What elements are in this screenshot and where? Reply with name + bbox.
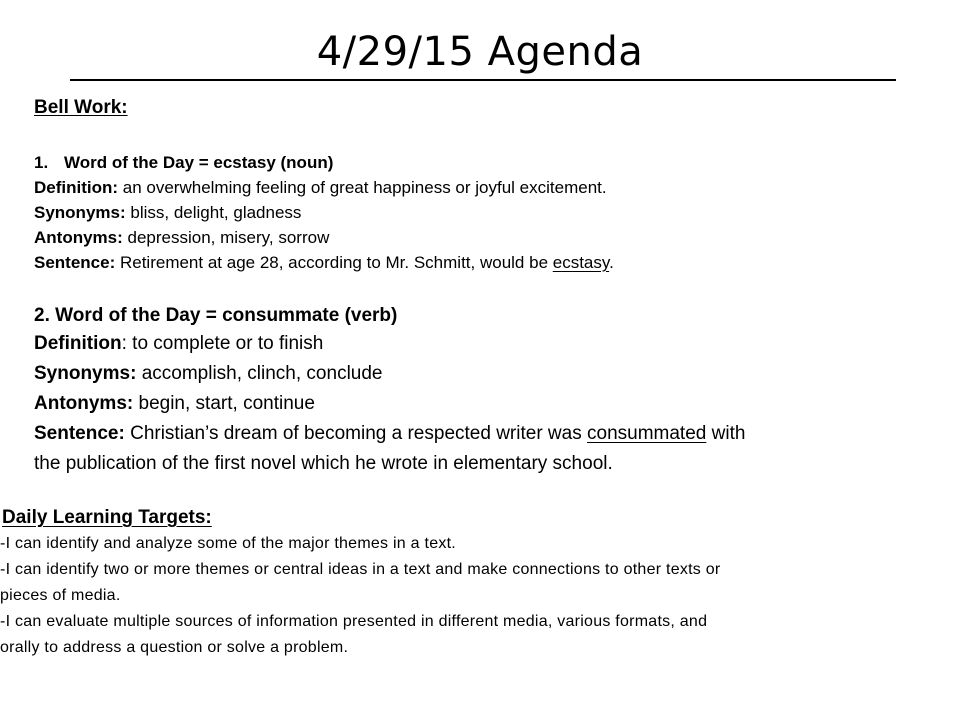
antonyms-text: depression, misery, sorrow [122, 228, 330, 247]
learning-targets-heading: Daily Learning Targets: [2, 507, 212, 528]
learning-target-line: -I can evaluate multiple sources of information presented in different media, various formats, and [0, 613, 708, 630]
word-1-title [34, 150, 914, 175]
sentence-end: . [609, 253, 614, 272]
bell-work-heading: Bell Work: [34, 97, 128, 118]
word-1-sentence [34, 250, 914, 275]
word-1-number: 1. [34, 153, 49, 172]
definition-text: : to complete or to finish [121, 333, 324, 354]
learning-targets [0, 505, 940, 661]
word-1-synonyms [34, 200, 914, 225]
synonyms-label: Synonyms: [34, 203, 126, 222]
page-title: 4/29/15 Agenda [316, 29, 644, 75]
definition-label: Definition: [34, 178, 119, 197]
learning-target-line: -I can identify two or more themes or central ideas in a text and make connections to other texts or [0, 561, 721, 578]
definition-label: Definition [34, 333, 122, 354]
word-of-day-2 [34, 303, 934, 479]
word-2-sentence-line2: the publication of the first novel which he wrote in elementary school. [34, 453, 613, 474]
sentence-text: Christian’s dream of becoming a respected writer was [124, 423, 587, 444]
word-1-heading: Word of the Day = ecstasy (noun) [64, 153, 334, 172]
sentence-text-cont: with [706, 423, 746, 444]
learning-target-line: pieces of media. [0, 587, 121, 604]
word-2-definition [34, 329, 934, 359]
synonyms-text: bliss, delight, gladness [125, 203, 302, 222]
sentence-label: Sentence: [34, 253, 116, 272]
word-2-synonyms [34, 359, 934, 389]
title-underline [70, 79, 896, 81]
word-2-title: 2. Word of the Day = consummate (verb) [34, 305, 398, 326]
sentence-label: Sentence: [34, 423, 125, 444]
antonyms-label: Antonyms: [34, 393, 134, 414]
sentence-vocab-word: ecstasy [552, 253, 610, 272]
word-2-sentence [34, 419, 934, 449]
learning-target-line: orally to address a question or solve a problem. [0, 639, 349, 656]
definition-text: an overwhelming feeling of great happiness or joyful excitement. [118, 178, 607, 197]
antonyms-label: Antonyms: [34, 228, 123, 247]
word-of-day-1 [34, 150, 914, 275]
sentence-vocab-word: consummated [587, 423, 707, 444]
synonyms-label: Synonyms: [34, 363, 137, 384]
word-2-antonyms [34, 389, 934, 419]
sentence-text: Retirement at age 28, according to Mr. Schmitt, would be [115, 253, 553, 272]
antonyms-text: begin, start, continue [133, 393, 315, 414]
word-1-definition [34, 175, 914, 200]
word-1-antonyms [34, 225, 914, 250]
synonyms-text: accomplish, clinch, conclude [136, 363, 383, 384]
learning-target-line: -I can identify and analyze some of the major themes in a text. [0, 535, 456, 552]
